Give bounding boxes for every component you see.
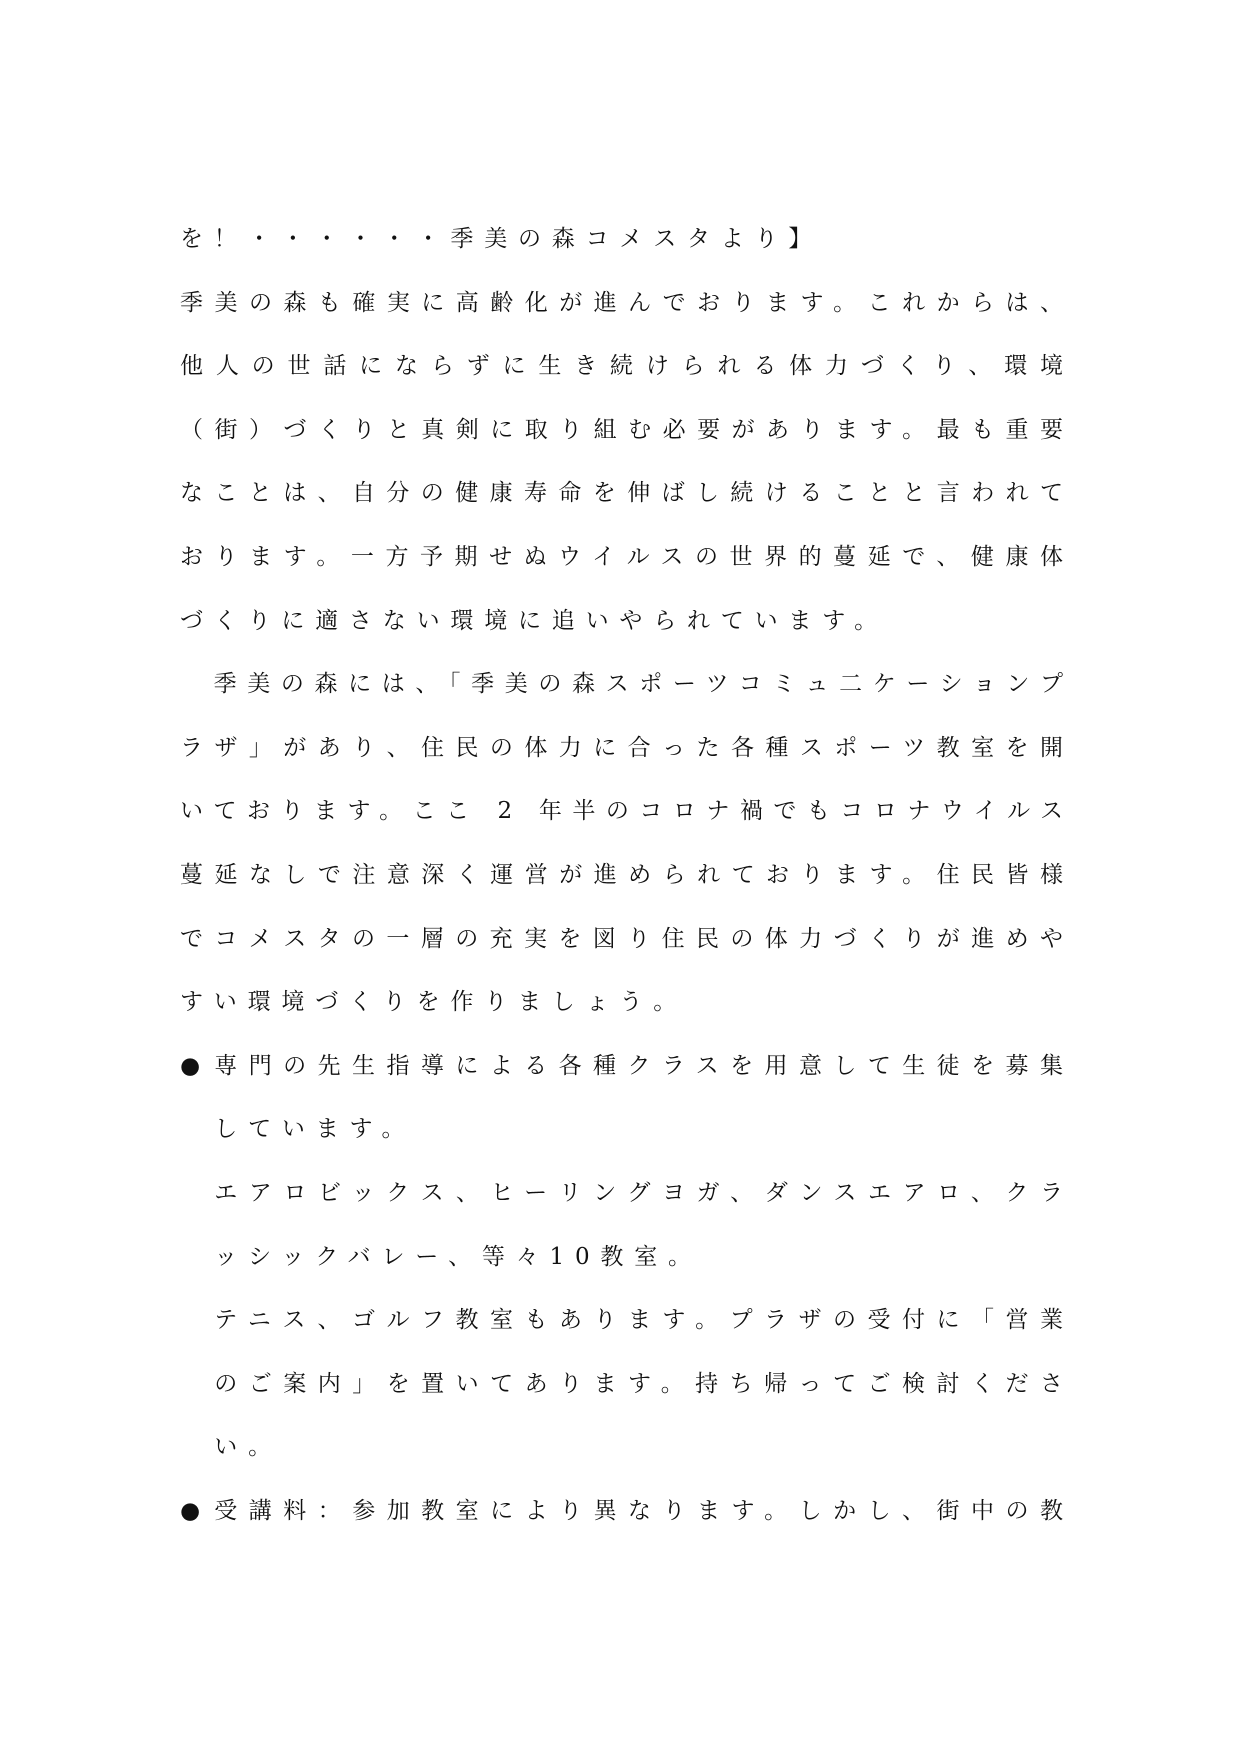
text-line: い。 xyxy=(214,1434,282,1461)
text-line: ッシックバレー、等々10教室。 xyxy=(214,1243,702,1270)
heading-tail: を！・・・・・・季美の森コメスタより】 xyxy=(180,226,823,252)
list-item xyxy=(180,1480,1072,1544)
text-line: 季美の森も確実に高齢化が進んでおります。これからは、 xyxy=(180,289,1072,316)
text-line: テニス、ゴルフ教室もあります。プラザの受付に「営業 xyxy=(214,1307,1072,1334)
text-line: 受講料：参加教室により異なります。しかし、街中の教 xyxy=(214,1497,1072,1524)
text-line: しています。 xyxy=(214,1116,416,1143)
text-line: 他人の世話にならずに生き続けられる体力づくり、環境 xyxy=(180,353,1072,380)
text-line: （街）づくりと真剣に取り組む必要があります。最も重要 xyxy=(180,416,1072,443)
bullet-list xyxy=(180,1035,1072,1544)
text-line: 専門の先生指導による各種クラスを用意して生徒を募集 xyxy=(214,1052,1072,1079)
text-line: 蔓延なしで注意深く運営が進められております。住民皆様 xyxy=(180,861,1072,888)
paragraph-1 xyxy=(180,272,1072,654)
text-line: でコメスタの一層の充実を図り住民の体力づくりが進めや xyxy=(180,925,1072,952)
text-line: ラザ」があり、住民の体力に合った各種スポーツ教室を開 xyxy=(180,734,1072,761)
list-item-first-line xyxy=(180,1480,1072,1544)
list-bullet: ● xyxy=(180,1497,201,1524)
text-line: のご案内」を置いてあります。持ち帰ってご検討くださ xyxy=(214,1370,1072,1397)
text-line: すい環境づくりを作りましょう。 xyxy=(180,989,687,1016)
list-item xyxy=(180,1035,1072,1480)
text-line: エアロビックス、ヒーリングヨガ、ダンスエアロ、クラ xyxy=(214,1179,1072,1206)
list-item-first-line xyxy=(180,1035,1072,1099)
text-line: 季美の森には、「季美の森スポーツコミュ二ケーションプ xyxy=(180,671,1072,698)
paragraph-2 xyxy=(180,653,1072,1035)
text-line: なことは、自分の健康寿命を伸ばし続けることと言われて xyxy=(180,480,1073,507)
text-line: いております。ここ 2 年半のコロナ禍でもコロナウイルス xyxy=(180,798,1072,825)
text-line: づくりに適さない環境に追いやられています。 xyxy=(180,607,888,634)
document-page xyxy=(180,208,1072,1543)
text-line: おります。一方予期せぬウイルスの世界的蔓延で、健康体 xyxy=(180,543,1072,570)
list-bullet: ● xyxy=(180,1052,201,1079)
